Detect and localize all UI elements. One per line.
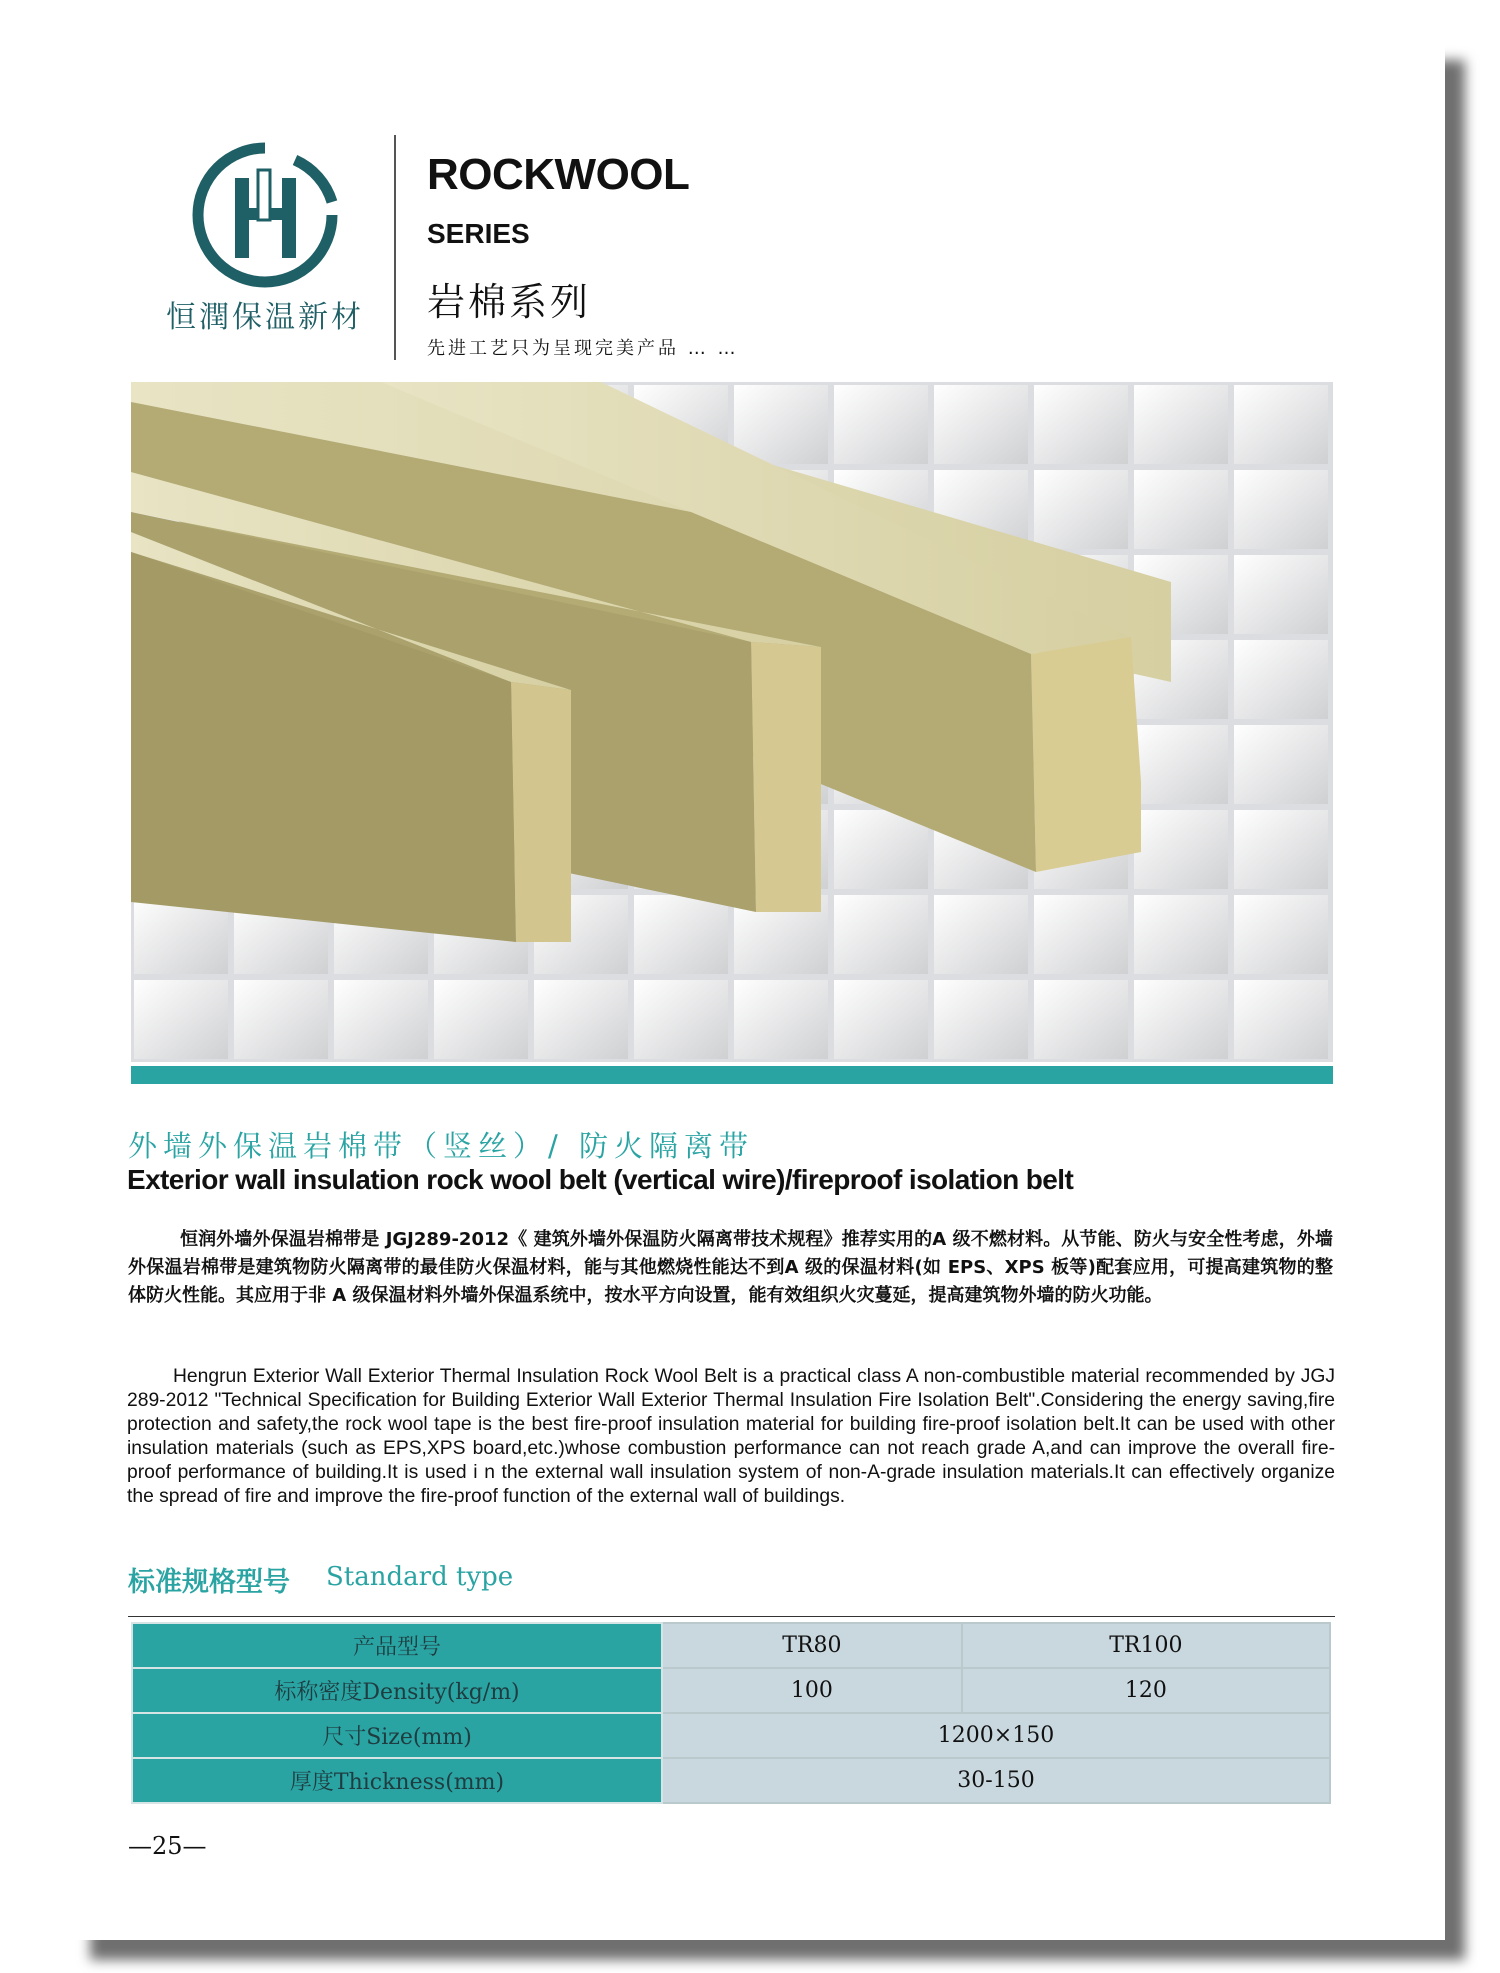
cell-value: 1200×150 — [662, 1713, 1330, 1758]
slogan: 先进工艺只为呈现完美产品 … … — [427, 338, 739, 359]
cell-value: TR100 — [962, 1623, 1330, 1668]
row-label: 厚度Thickness(mm) — [132, 1758, 662, 1803]
description-en: Hengrun Exterior Wall Exterior Thermal Insulation Rock Wool Belt is a practical class A non-combustible material recommended by JGJ 289-2012 "Technical Specification for Building Exterior Wall Exterior Thermal Insulation Fire Isolation Belt".Considering the energy saving,fire protection and safety,the rock wool tape is the best fire-proof insulation material for building fire-proof isolation belt.It can be used with other insulation materials (such as EPS,XPS board,etc.)whose combustion performance can not reach grade A,and can improve the overall fire-proof performance of building.It is used i n the external wall insulation system of non-A-grade insulation materials.It can effectively organize the spread of fire and improve the fire-proof function of the external wall of buildings. — [127, 1366, 1335, 1507]
table-row — [132, 1758, 1330, 1803]
standard-title-en: Standard type — [326, 1562, 514, 1592]
description-cn: 恒润外墙外保温岩棉带是 JGJ289-2012《 建筑外墙外保温防火隔离带技术规程》推荐实用的A 级不燃材料。从节能、防火与安全性考虑，外墙外保温岩棉带是建筑物防火隔离带的最佳防火保温材料，能与其他燃烧性能达不到A 级的保温材料(如 EPS、XPS 板等)配套应用，可提高建筑物的整体防火性能。其应用于非 A 级保温材料外墙外保温系统中，按水平方向设置，能有效组织火灾蔓延，提高建筑物外墙的防火功能。 — [128, 1229, 1333, 1306]
product-title-cn: 外墙外保温岩棉带（竖丝）/ 防火隔离带 — [128, 1129, 754, 1163]
series-subtitle-en: SERIES — [427, 218, 530, 249]
cell-value: 120 — [962, 1668, 1330, 1713]
brand-name: 恒潤保温新材 — [166, 300, 364, 335]
table-row — [132, 1713, 1330, 1758]
standard-title-cn: 标准规格型号 — [128, 1567, 290, 1598]
product-title-en: Exterior wall insulation rock wool belt (vertical wire)/fireproof isolation belt — [127, 1164, 1074, 1195]
row-label: 标称密度Density(kg/m) — [132, 1668, 662, 1713]
brand-logo-icon — [190, 140, 340, 290]
cell-value: 30-150 — [662, 1758, 1330, 1803]
cell-value: TR80 — [662, 1623, 962, 1668]
header-divider — [394, 135, 396, 360]
cell-value: 100 — [662, 1668, 962, 1713]
series-title-en: ROCKWOOL — [427, 150, 690, 199]
standard-rule — [128, 1616, 1335, 1617]
table-row — [132, 1668, 1330, 1713]
row-label: 尺寸Size(mm) — [132, 1713, 662, 1758]
accent-bar — [131, 1066, 1333, 1084]
row-label: 产品型号 — [132, 1623, 662, 1668]
series-title-cn: 岩棉系列 — [427, 280, 592, 324]
spec-table — [131, 1622, 1331, 1804]
page-number: —25— — [128, 1832, 207, 1860]
table-row — [132, 1623, 1330, 1668]
product-photo — [131, 382, 1333, 1062]
